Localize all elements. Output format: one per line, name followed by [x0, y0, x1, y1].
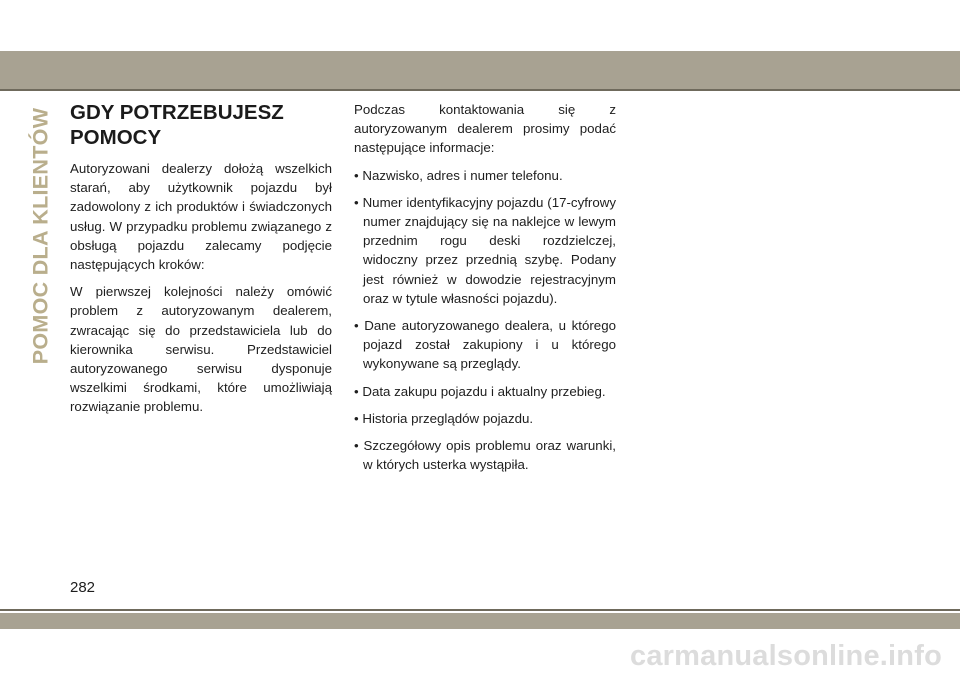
left-column [70, 100, 332, 425]
list-item-purchase-date: • Data zakupu pojazdu i aktualny przebieg. [354, 383, 606, 399]
section-heading [70, 100, 332, 150]
paragraph-contact-intro: Podczas kontaktowania się z autoryzowanym dealerem prosimy podać następujące informacje: [354, 102, 616, 156]
footer-band [0, 613, 960, 629]
paragraph-dealer-satisfaction: Autoryzowani dealerzy dołożą wszelkich starań, aby użytkownik pojazdu był zadowolony z ich produktów i świadczonych usług. W przypadku problemu związanego z obsługą pojazdu zalecamy podjęcie następujących kroków: [70, 161, 332, 273]
list-item-service-history: • Historia przeglądów pojazdu. [354, 410, 534, 426]
header-band [0, 51, 960, 89]
section-side-tab [26, 100, 56, 372]
list-item-name-address: • Nazwisko, adres i numer telefonu. [354, 167, 563, 183]
right-column [354, 100, 616, 482]
heading-line-1: GDY POTRZEBUJESZ [70, 101, 284, 124]
section-side-tab-label: POMOC DLA KLIENTÓW [28, 107, 53, 365]
header-divider [0, 89, 960, 91]
paragraph-first-step: W pierwszej kolejności należy omówić problem z autoryzowanym dealerem, zwracając się do przedstawiciela lub do kierownika serwisu. Przedstawiciel autoryzowanego serwisu dysponuje wszelkimi środkami, które umożliwiają rozwiązanie problemu. [70, 284, 332, 415]
list-item-problem-description: • Szczegółowy opis problemu oraz warunki, w których usterka wystąpiła. [354, 438, 616, 473]
footer-divider [0, 609, 960, 611]
list-item-dealer: • Dane autoryzowanego dealera, u którego pojazd został zakupiony i u którego wykonywane są przeglądy. [354, 318, 616, 372]
watermark: carmanualsonline.info [630, 640, 942, 672]
page-number: 282 [70, 579, 96, 596]
list-item-vin: • Numer identyfikacyjny pojazdu (17-cyfrowy numer znajdujący się na naklejce w lewym przednim rogu deski rozdzielczej, widoczny przez przednią szybę. Podany jest również w dowodzie rejestracyjnym oraz w tytule własności pojazdu). [354, 194, 616, 306]
heading-line-2: POMOCY [70, 126, 162, 149]
